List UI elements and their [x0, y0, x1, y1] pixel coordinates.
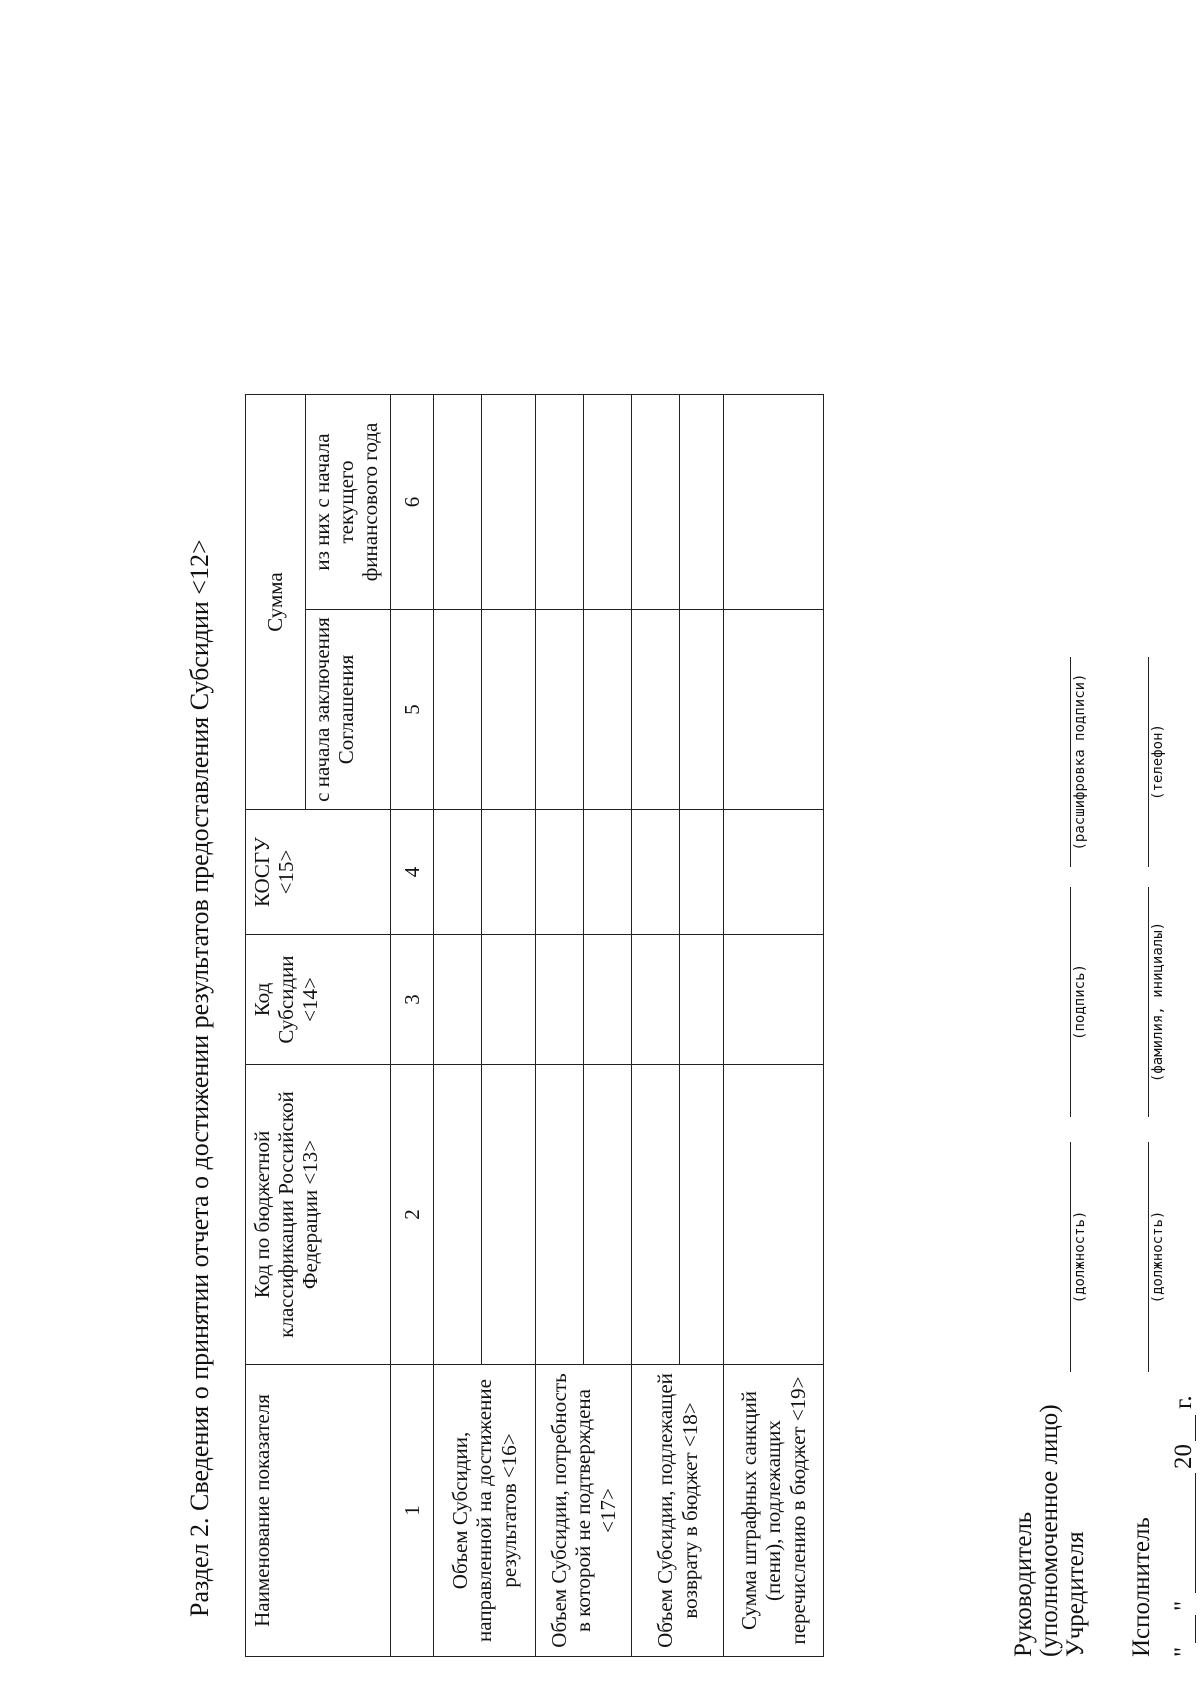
table-cell	[584, 395, 632, 610]
column-number: 2	[391, 1065, 434, 1365]
table-cell	[632, 935, 680, 1065]
header-sum-from-year: из них с начала текущего финансового года	[306, 395, 391, 610]
header-subsidy-code: Код Субсидии <14>	[246, 935, 391, 1065]
table-cell	[482, 935, 536, 1065]
header-sum: Сумма	[246, 395, 306, 810]
header-bk-code: Код по бюджетной классификации Российской Федерации <13>	[246, 1065, 391, 1365]
date-year-prefix: 20	[1170, 1444, 1197, 1469]
head-decode-caption: (расшифровка подписи)	[1072, 673, 1088, 851]
table-cell	[434, 935, 482, 1065]
row-label-return: Объем Субсидии, подлежащей возврату в бюджет <18>	[632, 1365, 724, 1657]
date-day-line	[1195, 1615, 1196, 1643]
executor-phone-caption: (телефон)	[1150, 724, 1166, 800]
executor-position-caption: (должность)	[1150, 1210, 1166, 1304]
executor-fio-caption: (фамилия, инициалы)	[1150, 921, 1166, 1083]
table-cell	[724, 810, 824, 935]
table-cell	[434, 610, 482, 810]
date-month-line	[1195, 1473, 1196, 1593]
table-cell	[584, 610, 632, 810]
table-cell	[724, 610, 824, 810]
table-cell	[724, 1065, 824, 1365]
executor-label: Исполнитель	[1128, 1517, 1155, 1657]
column-number: 1	[391, 1365, 434, 1657]
executor-phone-line	[1148, 657, 1149, 867]
table-cell	[482, 1065, 536, 1365]
head-decode-line	[1070, 657, 1071, 867]
table-cell	[632, 1065, 680, 1365]
column-number: 4	[391, 810, 434, 935]
page-title: Раздел 2. Сведения о принятии отчета о достижении результатов предоставления Субсидии <12>	[185, 539, 214, 1617]
head-signature-caption: (подпись)	[1072, 964, 1088, 1040]
table-cell	[632, 610, 680, 810]
table-cell	[724, 935, 824, 1065]
table-cell	[536, 1065, 584, 1365]
row-label-penalties: Сумма штрафных санкций (пени), подлежащих перечислению в бюджет <19>	[724, 1365, 824, 1657]
header-kosgu: КОСГУ <15>	[246, 810, 391, 935]
head-label: Руководитель	[1010, 1511, 1037, 1657]
table-cell	[434, 395, 482, 610]
row-label-directed: Объем Субсидии, направленной на достижение результатов <16>	[434, 1365, 536, 1657]
table-cell	[632, 810, 680, 935]
table-cell	[632, 395, 680, 610]
row-label-not-confirmed: Объем Субсидии, потребность в которой не подтверждена <17>	[536, 1365, 632, 1657]
table-cell	[680, 610, 724, 810]
results-table	[245, 394, 824, 1657]
head-label-founder: Учредителя	[1062, 1531, 1089, 1657]
table-cell	[680, 810, 724, 935]
table-cell	[434, 1065, 482, 1365]
table-cell	[584, 935, 632, 1065]
head-position-line	[1070, 1142, 1071, 1372]
table-cell	[482, 610, 536, 810]
column-number: 6	[391, 395, 434, 610]
date-year-line	[1195, 1415, 1196, 1441]
table-cell	[482, 810, 536, 935]
table-cell	[584, 1065, 632, 1365]
header-sum-from-agreement: с начала заключения Соглашения	[306, 610, 391, 810]
head-signature-line	[1070, 887, 1071, 1117]
table-cell	[680, 935, 724, 1065]
column-number: 3	[391, 935, 434, 1065]
executor-position-line	[1148, 1142, 1149, 1372]
executor-fio-line	[1148, 887, 1149, 1117]
head-label-authorized: (уполномоченное лицо)	[1036, 1404, 1063, 1657]
table-cell	[680, 1065, 724, 1365]
date-quote-open: "	[1170, 1646, 1197, 1657]
table-cell	[536, 395, 584, 610]
head-position-caption: (должность)	[1072, 1210, 1088, 1304]
header-indicator: Наименование показателя	[246, 1365, 391, 1657]
table-cell	[680, 395, 724, 610]
table-cell	[536, 610, 584, 810]
date-quote-close: "	[1170, 1600, 1197, 1611]
table-cell	[482, 395, 536, 610]
table-cell	[584, 810, 632, 935]
table-cell	[536, 810, 584, 935]
column-number: 5	[391, 610, 434, 810]
table-cell	[724, 395, 824, 610]
table-cell	[434, 810, 482, 935]
table-cell	[536, 935, 584, 1065]
date-year-suffix: г.	[1170, 1395, 1197, 1409]
